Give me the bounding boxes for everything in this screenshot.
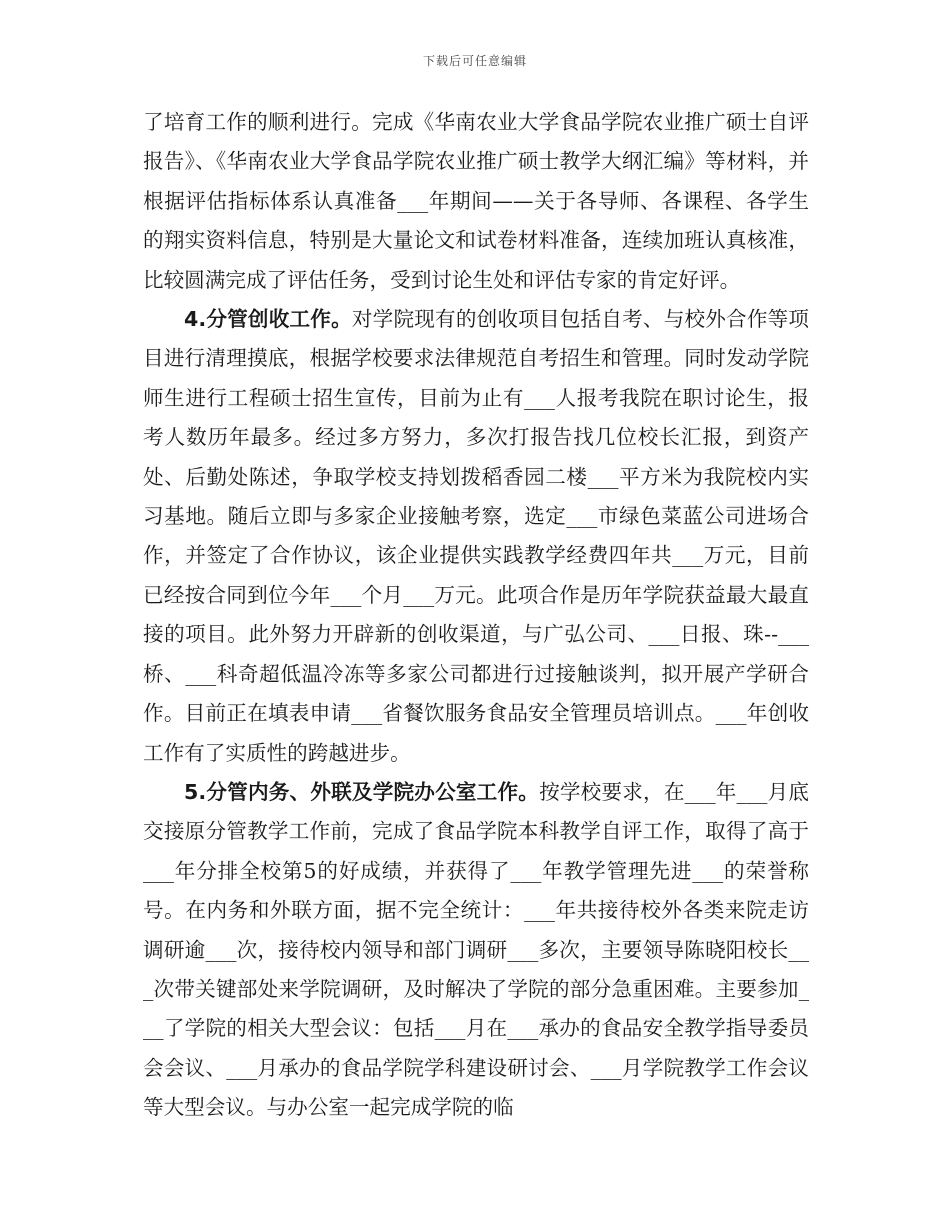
paragraph-text: 按学校要求，在___年___月底交接原分管教学工作前，完成了食品学院本科教学自评工作，取得了高于___年分排全校第5的好成绩，并获得了___年教学管理先进___的荣誉称号。在内务和外联方面，据不完全统计：___年共接待校外各类来院走访调研逾___次，接待校内领导和部门调研___多次，主要领导陈晓阳校长___次带关键部处来学院调研，及时解决了学院的部分急重困难。主要参加___了学院的相关大型会议：包括___月在___承办的食品安全教学指导委员会会议、___月承办的食品学院学科建设研讨会、___月学院教学工作会议等大型会议。与办公室一起完成学院的临 — [143, 779, 810, 1120]
paragraph-heading: 5.分管内务、外联及学院办公室工作。 — [184, 779, 540, 804]
paragraph-heading: 4.分管创收工作。 — [184, 307, 352, 332]
paragraph-revenue-work — [143, 300, 809, 773]
paragraph-office-work — [143, 773, 809, 1128]
page-header: 下载后可任意编辑 — [422, 54, 527, 68]
document-body — [143, 103, 809, 1128]
paragraph-text: 对学院现有的创收项目包括自考、与校外合作等项目进行清理摸底，根据学校要求法律规范自考招生和管理。同时发动学院师生进行工程硕士招生宣传，目前为止有___人报考我院在职讨论生，报考人数历年最多。经过多方努力，多次打报告找几位校长汇报，到资产处、后勤处陈述，争取学校支持划拨稻香园二楼___平方米为我院校内实习基地。随后立即与多家企业接触考察，选定___市绿色菜蓝公司进场合作，并签定了合作协议，该企业提供实践教学经费四年共___万元，目前已经按合同到位今年___个月___万元。此项合作是历年学院获益最大最直接的项目。此外努力开辟新的创收渠道，与广弘公司、___日报、珠--___桥、___科奇超低温冷冻等多家公司都进行过接触谈判，拟开展产学研合作。目前正在填表申请___省餐饮服务食品安全管理员培训点。___年创收工作有了实质性的跨越进步。 — [143, 307, 810, 765]
paragraph-continuation — [143, 103, 809, 300]
paragraph-text: 了培育工作的顺利进行。完成《华南农业大学食品学院农业推广硕士自评报告》、《华南农业大学食品学院农业推广硕士教学大纲汇编》等材料，并根据评估指标体系认真准备___年期间——关于各导师、各课程、各学生的翔实资料信息，特别是大量论文和试卷材料准备，连续加班认真核准，比较圆满完成了评估任务，受到讨论生处和评估专家的肯定好评。 — [143, 110, 809, 292]
